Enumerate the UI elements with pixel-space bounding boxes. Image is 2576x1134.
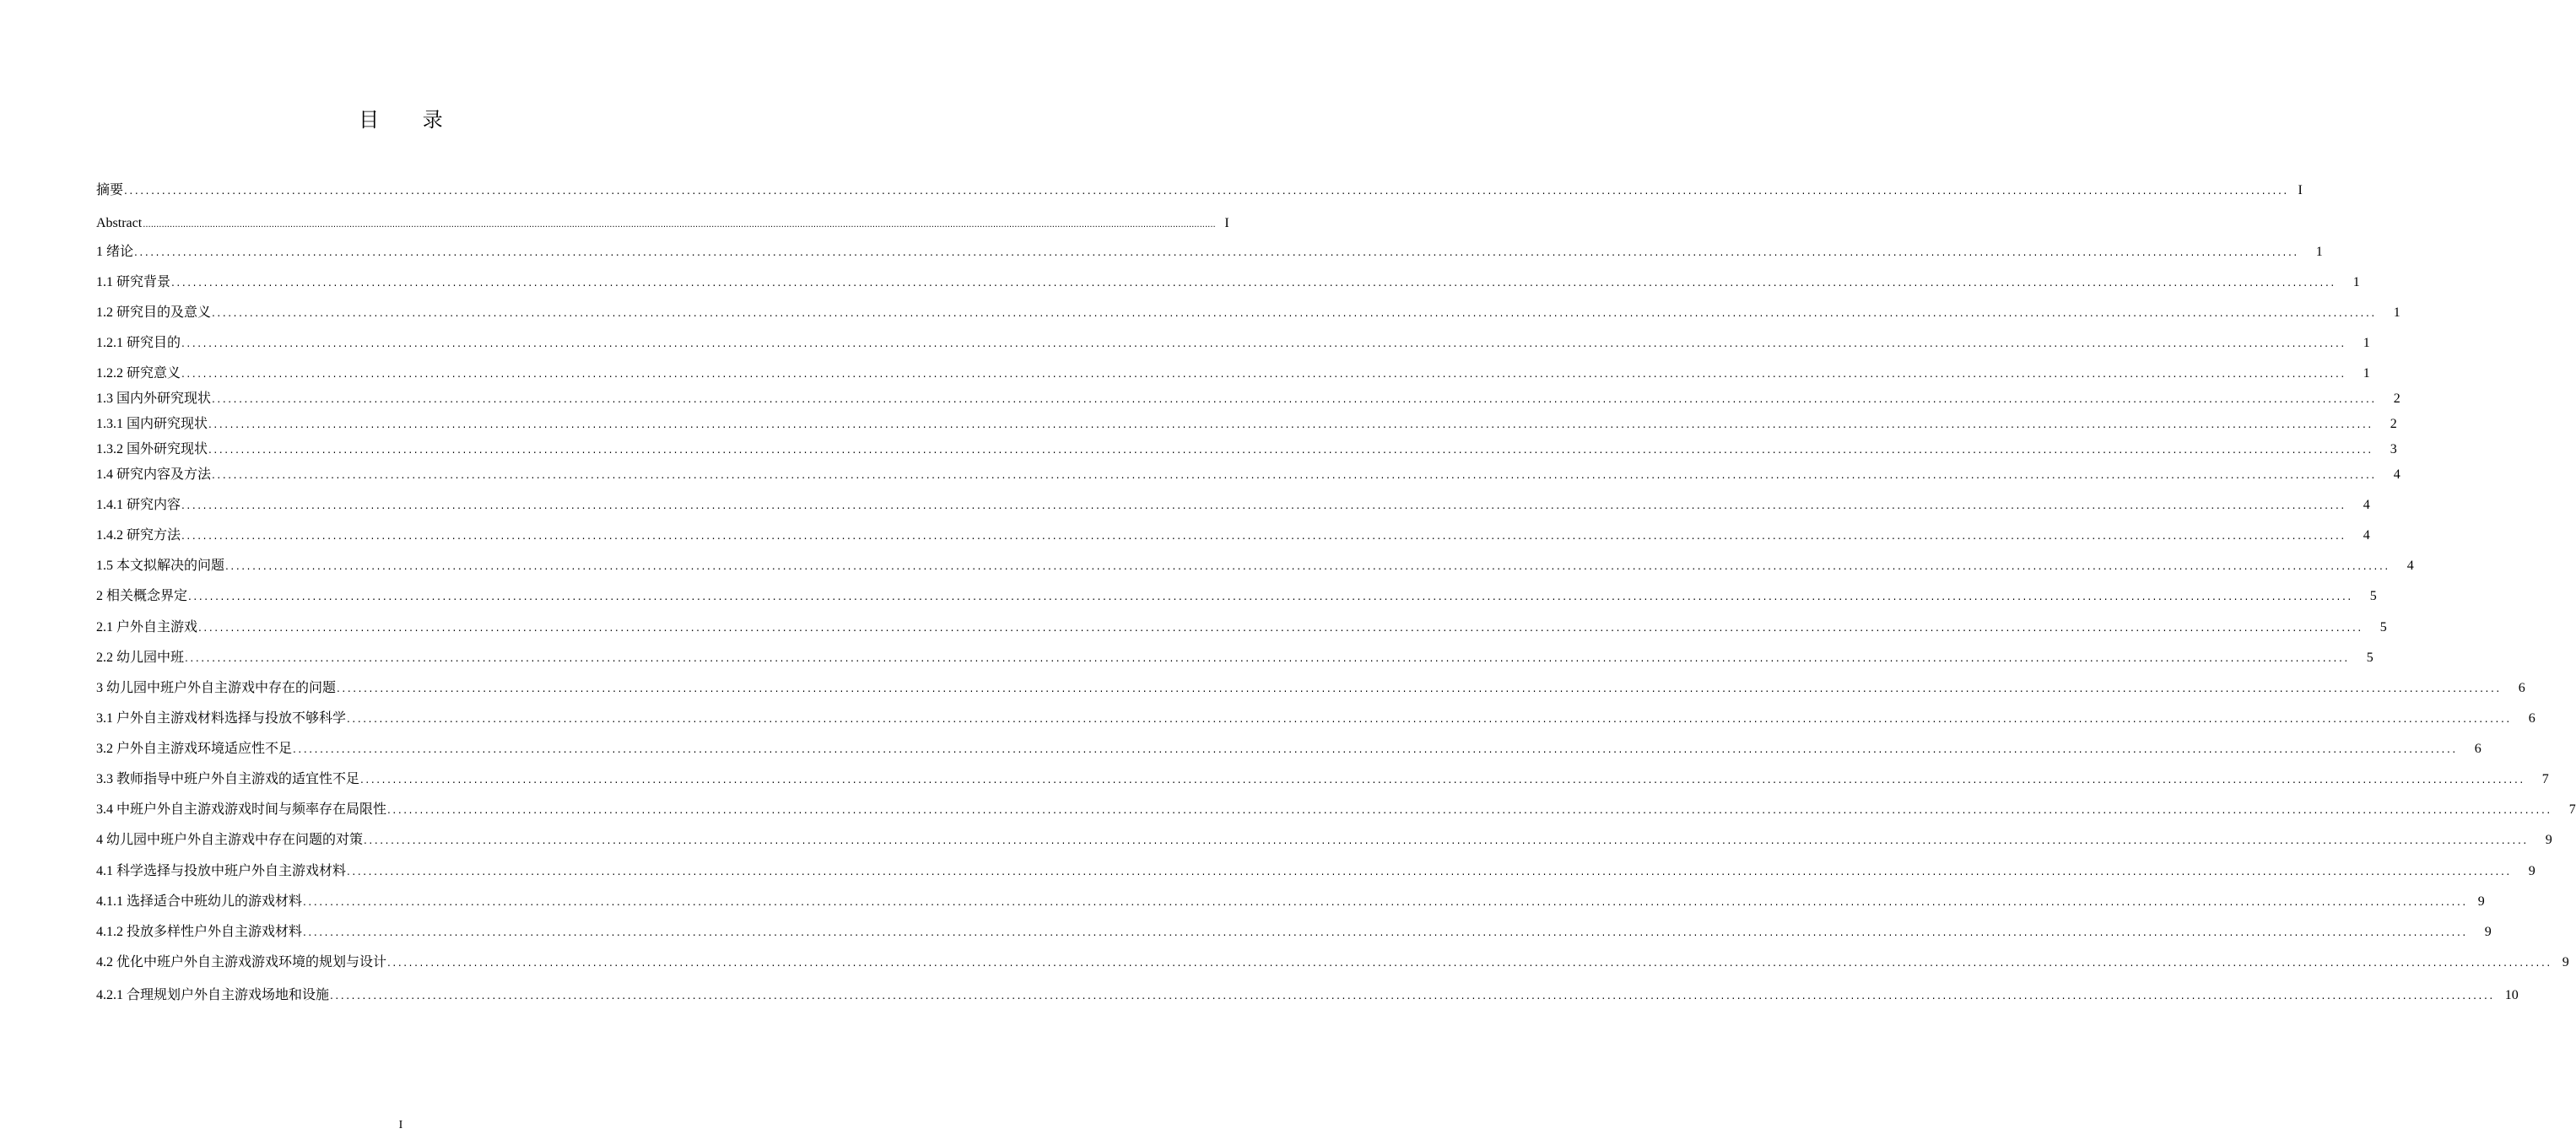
toc-entry-page: 9: [2477, 894, 2485, 909]
toc-entry[interactable]: [96, 709, 2535, 729]
toc-entry-page: 6: [2474, 742, 2481, 756]
toc-dot-leader: ................................................................................................................................................................................................................................................................................................................................................................................................................: [181, 530, 2346, 542]
toc-entry[interactable]: [96, 495, 2370, 516]
toc-dot-leader: ................................................................................................................................................................................................................................................................................................................................................................................................................: [330, 990, 2495, 1002]
toc-entry-page: 5: [2379, 620, 2387, 634]
toc-entry[interactable]: [96, 618, 2387, 638]
toc-dot-leader: ................................................................................................................................................................................................................................................................................................................................................................................................................: [293, 743, 2458, 755]
toc-entry[interactable]: [96, 922, 2492, 942]
toc-entry-label: 3.3 教师指导中班户外自主游戏的适宜性不足: [96, 772, 360, 786]
toc-entry-label: 1.1 研究背景: [96, 275, 171, 289]
toc-dot-leader: ................................................................................................................................................................................................................................................................................................................................................................................................................: [303, 926, 2468, 938]
toc-entry-page: 9: [2562, 955, 2569, 969]
toc-entry-page: 9: [2528, 864, 2535, 878]
toc-entry-label: 1.5 本文拟解决的问题: [96, 559, 225, 573]
toc-dot-leader: ................................................................................................................................................................................................................................................................................................................................................................................................................: [208, 444, 2373, 456]
toc-entry-page: 9: [2545, 833, 2552, 847]
toc-entry-label: 4.1.2 投放多样性户外自主游戏材料: [96, 925, 303, 939]
toc-entry[interactable]: [96, 556, 2414, 576]
toc-entry[interactable]: [96, 414, 2397, 435]
toc-dot-leader: ................................................................................................................................................................................................................................................................................................................................................................................................................: [387, 804, 2552, 816]
toc-entry-page: 4: [2393, 467, 2400, 482]
toc-entry-label: 1.3 国内外研究现状: [96, 392, 212, 406]
toc-entry-label: 1.4.1 研究内容: [96, 498, 181, 512]
toc-dot-leader: ................................................................................................................................................................................................................................................................................................................................................................................................................: [212, 469, 2377, 481]
toc-entry-label: 4 幼儿园中班户外自主游戏中存在问题的对策: [96, 833, 364, 847]
toc-entry[interactable]: [96, 364, 2370, 384]
toc-entry[interactable]: [96, 273, 2360, 293]
toc-entry[interactable]: [96, 648, 2373, 668]
toc-dot-leader: ................................................................................................................................................................................................................................................................................................................................................................................................................: [212, 393, 2377, 405]
toc-dot-leader: ................................................................................................................................................................................................................................................................................................................................................................................................................: [181, 500, 2346, 511]
toc-dot-leader: ................................................................................................................................................................................................................................................................................................................................................................................................................: [303, 896, 2468, 908]
toc-entry[interactable]: [96, 861, 2535, 882]
toc-entry-label: 2.2 幼儿园中班: [96, 651, 185, 665]
toc-entry-label: 1.3.1 国内研究现状: [96, 417, 208, 431]
toc-entry-label: 1.2 研究目的及意义: [96, 305, 212, 320]
toc-entry[interactable]: [96, 586, 2377, 607]
toc-dot-leader: ................................................................................................................................................................................................................................................................................................................................................................................................................: [212, 307, 2377, 319]
toc-entry-page: 10: [2504, 988, 2519, 1002]
toc-entry-label: 3.2 户外自主游戏环境适应性不足: [96, 742, 293, 756]
toc-dot-leader: ................................................................................................................................................................................................................................................................................................................................................................................................................: [181, 338, 2346, 349]
toc-entry[interactable]: [96, 389, 2400, 409]
toc-entry-label: 4.2 优化中班户外自主游戏游戏环境的规划与设计: [96, 955, 387, 969]
toc-entry-label: 2.1 户外自主游戏: [96, 620, 198, 634]
toc-dot-leader: ................................................................................................................................................................................................................................................................................................................................................................................................................: [181, 368, 2346, 380]
toc-entry-label: 4.2.1 合理规划户外自主游戏场地和设施: [96, 988, 330, 1002]
toc-entry-page: I: [2298, 183, 2303, 197]
toc-entry-label: 1.3.2 国外研究现状: [96, 442, 208, 456]
toc-entry-label: 4.1.1 选择适合中班幼儿的游戏材料: [96, 894, 303, 909]
toc-entry[interactable]: [96, 440, 2397, 460]
toc-entry-label: 3.4 中班户外自主游戏游戏时间与频率存在局限性: [96, 802, 387, 817]
toc-entry-label: 1.4 研究内容及方法: [96, 467, 212, 482]
toc-entry-page: 1: [2352, 275, 2360, 289]
toc-entry[interactable]: [96, 526, 2370, 546]
toc-entry-page: 4: [2363, 498, 2370, 512]
toc-entry[interactable]: [96, 739, 2481, 759]
page-number-footer: I: [398, 1119, 403, 1131]
toc-entry[interactable]: [96, 242, 2323, 262]
toc-dot-leader: ................................................................................................................................................................................................................................................................................................................................................................................................................: [134, 246, 2299, 258]
toc-entry-page: 1: [2363, 366, 2370, 381]
toc-entry[interactable]: [96, 213, 1229, 234]
toc-entry-label: 1.4.2 研究方法: [96, 528, 181, 543]
toc-entry-label: 3 幼儿园中班户外自主游戏中存在的问题: [96, 681, 337, 695]
toc-dot-leader: ................................................................................................................................................................................................................................................................................................................................................................................................................: [347, 713, 2512, 725]
toc-entry-label: 1.2.2 研究意义: [96, 366, 181, 381]
toc-entry-page: 2: [2393, 392, 2400, 406]
toc-entry-page: 6: [2518, 681, 2525, 695]
toc-entry[interactable]: [96, 830, 2552, 850]
toc-entry-page: 5: [2366, 651, 2373, 665]
toc-entry-page: 4: [2363, 528, 2370, 543]
toc-entry[interactable]: [96, 181, 2303, 201]
toc-entry[interactable]: [96, 986, 2519, 1006]
toc-entry-label: 3.1 户外自主游戏材料选择与投放不够科学: [96, 711, 347, 726]
toc-entry[interactable]: [96, 800, 2576, 820]
toc-entry-page: 3: [2390, 442, 2397, 456]
toc-entry-label: 2 相关概念界定: [96, 589, 188, 603]
toc-dot-leader: ................................................................................................................................................................................................................................................................................................................................................................................................................: [347, 866, 2512, 878]
toc-entry-page: 4: [2406, 559, 2414, 573]
toc-entry[interactable]: [96, 770, 2549, 790]
toc-entry-page: I: [1224, 216, 1229, 230]
toc-entry-page: 6: [2528, 711, 2535, 726]
toc-dot-leader: ................................................................................................................................................................................................................................................................................................................................................................................................................: [124, 185, 2289, 197]
toc-entry[interactable]: [96, 892, 2485, 912]
toc-entry-label: 4.1 科学选择与投放中班户外自主游戏材料: [96, 864, 347, 878]
toc-dot-leader: ................................................................................................................................................................................................................................................................................................................................................................................................................: [208, 418, 2373, 430]
toc-entry[interactable]: [96, 678, 2525, 699]
toc-dot-leader: ................................................................................................................................................................................................................................................................................................................................................................................................................: [143, 220, 1216, 230]
toc-entry-page: 2: [2390, 417, 2397, 431]
toc-dot-leader: ................................................................................................................................................................................................................................................................................................................................................................................................................: [225, 560, 2390, 572]
toc-dot-leader: ................................................................................................................................................................................................................................................................................................................................................................................................................: [198, 622, 2363, 634]
toc-dot-leader: ................................................................................................................................................................................................................................................................................................................................................................................................................: [360, 774, 2525, 786]
toc-title: 目 录: [359, 108, 462, 132]
toc-dot-leader: ................................................................................................................................................................................................................................................................................................................................................................................................................: [337, 683, 2502, 694]
toc-entry[interactable]: [96, 953, 2569, 973]
toc-dot-leader: ................................................................................................................................................................................................................................................................................................................................................................................................................: [387, 957, 2552, 969]
toc-entry[interactable]: [96, 333, 2370, 354]
toc-dot-leader: ................................................................................................................................................................................................................................................................................................................................................................................................................: [171, 277, 2336, 289]
toc-entry-label: 1 绪论: [96, 245, 134, 259]
toc-dot-leader: ................................................................................................................................................................................................................................................................................................................................................................................................................: [185, 652, 2350, 664]
toc-entry-page: 7: [2568, 802, 2576, 817]
toc-entry[interactable]: [96, 303, 2400, 323]
toc-entry-label: 摘要: [96, 183, 124, 197]
toc-dot-leader: ................................................................................................................................................................................................................................................................................................................................................................................................................: [364, 834, 2529, 846]
toc-entry-page: 1: [2393, 305, 2400, 320]
toc-entry-page: 1: [2363, 336, 2370, 350]
toc-entry-label: 1.2.1 研究目的: [96, 336, 181, 350]
toc-dot-leader: ................................................................................................................................................................................................................................................................................................................................................................................................................: [188, 591, 2353, 602]
toc-entry-label: Abstract: [96, 216, 143, 230]
toc-entry[interactable]: [96, 465, 2400, 485]
toc-entry-page: 9: [2484, 925, 2492, 939]
toc-entry-page: 5: [2369, 589, 2377, 603]
toc-entry-page: 1: [2315, 245, 2323, 259]
toc-entry-page: 7: [2541, 772, 2549, 786]
